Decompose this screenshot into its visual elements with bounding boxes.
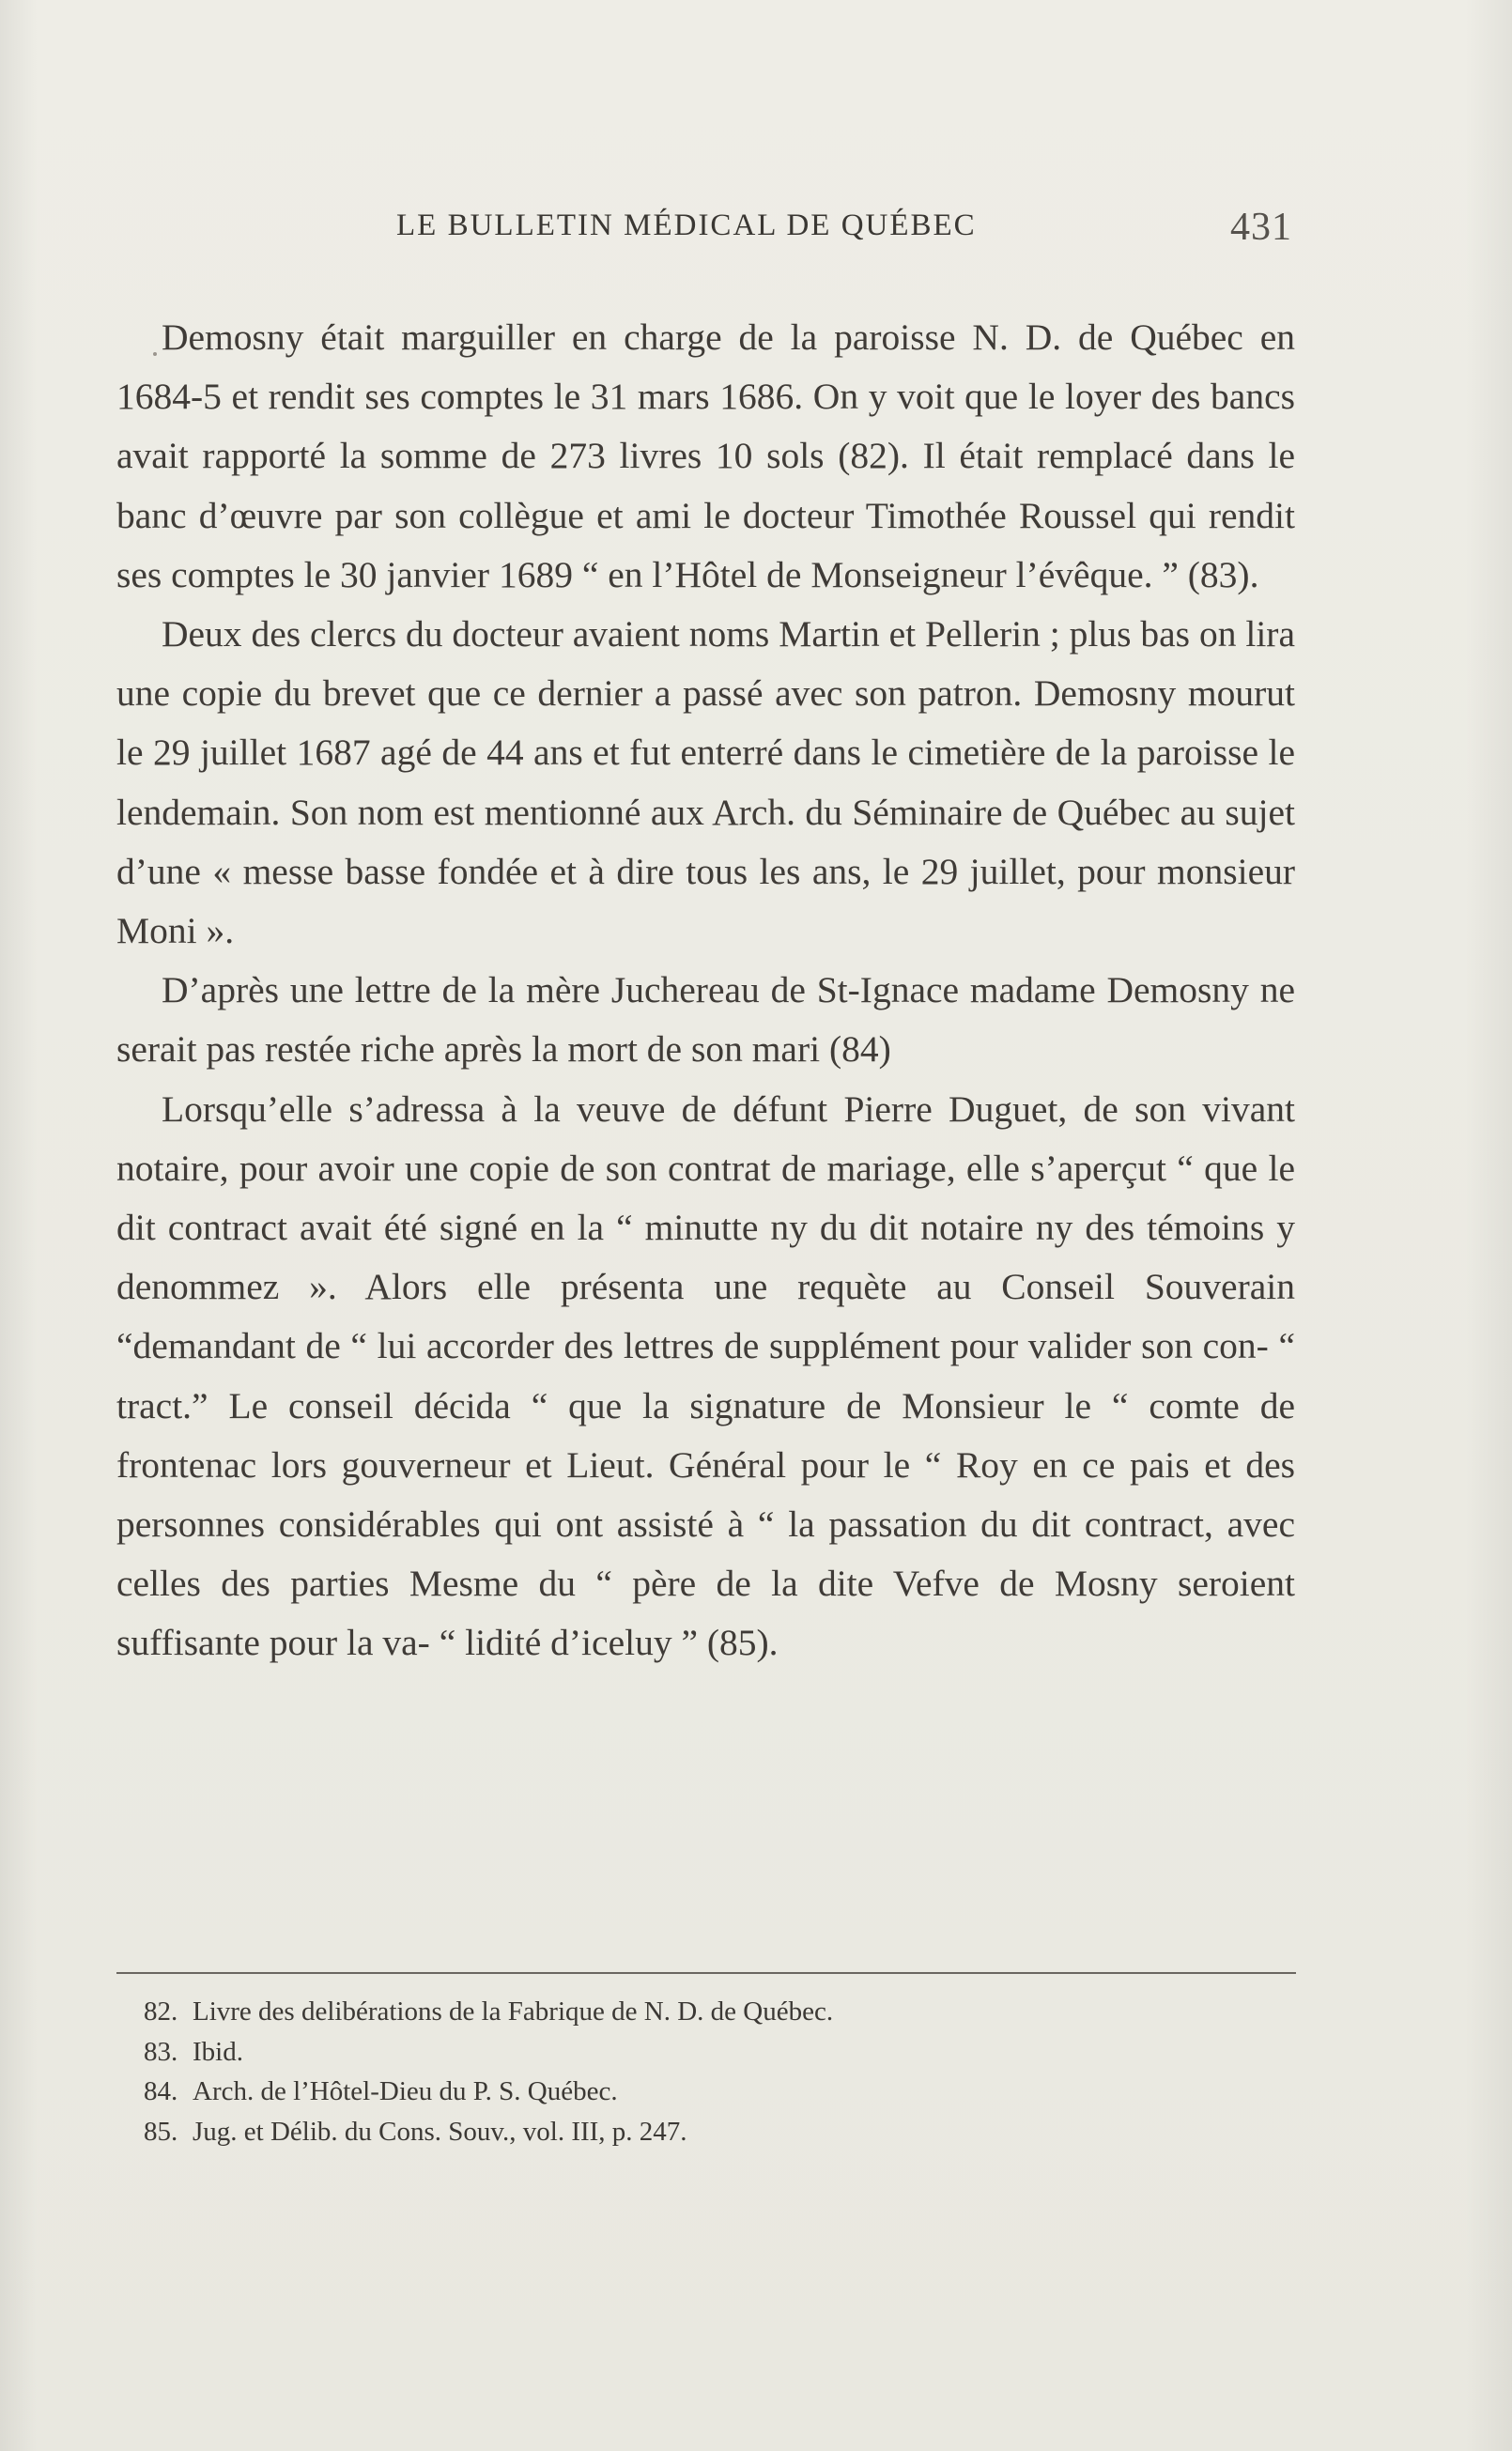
- running-title: LE BULLETIN MÉDICAL DE QUÉBEC: [396, 208, 977, 242]
- footnote-text: Livre des delibérations de la Fabrique de N. D. de Québec.: [193, 1996, 834, 2027]
- footnote-text: Ibid.: [193, 2036, 243, 2067]
- footnote-rule: [116, 1972, 1296, 1974]
- body-text: [116, 308, 1295, 1673]
- footnote-number: 83.: [144, 2036, 178, 2067]
- footnote: [144, 1992, 1271, 2032]
- footnotes: [144, 1992, 1271, 2151]
- footnote: [144, 2112, 1271, 2152]
- page-number: 431: [1230, 206, 1292, 249]
- footnote-text: Arch. de l’Hôtel-Dieu du P. S. Québec.: [193, 2076, 618, 2106]
- footnote-text: Jug. et Délib. du Cons. Souv., vol. III, p. 247.: [193, 2116, 687, 2147]
- paragraph: Lorsqu’elle s’adressa à la veuve de défunt Pierre Duguet, de son vivant notaire, pour avoir une copie de son contrat de mariage, elle s’aperçut “ que le dit contract avait été signé en la “ minutte ny du dit notaire ny des témoins y denommez ». Alors elle présenta une requète au Conseil Souverain “demandant de “ lui accorder des lettres de supplément pour valider son con- “ tract.” Le conseil décida “ que la signature de Monsieur le “ comte de frontenac lors gouverneur et Lieut. Général pour le “ Roy en ce pais et des personnes considérables qui ont assisté à “ la passation du dit contract, avec celles des parties Mesme du “ père de la dite Vefve de Mosny seroient suffisante pour la va- “ lidité d’iceluy ” (85).: [116, 1087, 1295, 1664]
- footnote-number: 84.: [144, 2076, 178, 2106]
- footnote: [144, 2032, 1271, 2073]
- paragraph: Demosny était marguiller en charge de la paroisse N. D. de Québec en 1684-5 et rendit ses comptes le 31 mars 1686. On y voit que le loyer des bancs avait rapporté la somme de 273 livres 10 sols (82). Il était remplacé dans le banc d’œuvre par son collègue et ami le docteur Timothée Roussel qui rendit ses comptes le 30 janvier 1689 “ en l’Hôtel de Monseigneur l’évêque. ” (83).: [116, 316, 1295, 595]
- running-head: [0, 208, 1512, 255]
- footnote-number: 85.: [144, 2116, 178, 2147]
- paragraph: D’après une lettre de la mère Juchereau de St-Ignace madame Demosny ne serait pas restée riche après la mort de son mari (84): [116, 969, 1295, 1071]
- paragraph: Deux des clercs du docteur avaient noms Martin et Pellerin ; plus bas on lira une copie du brevet que ce dernier a passé avec son patron. Demosny mourut le 29 juillet 1687 agé de 44 ans et fut enterré dans le cimetière de la paroisse le lendemain. Son nom est mentionné aux Arch. du Séminaire de Québec au sujet d’une « messe basse fondée et à dire tous les ans, le 29 juillet, pour monsieur Moni ».: [116, 613, 1295, 952]
- footnote: [144, 2072, 1271, 2112]
- footnote-number: 82.: [144, 1996, 178, 2027]
